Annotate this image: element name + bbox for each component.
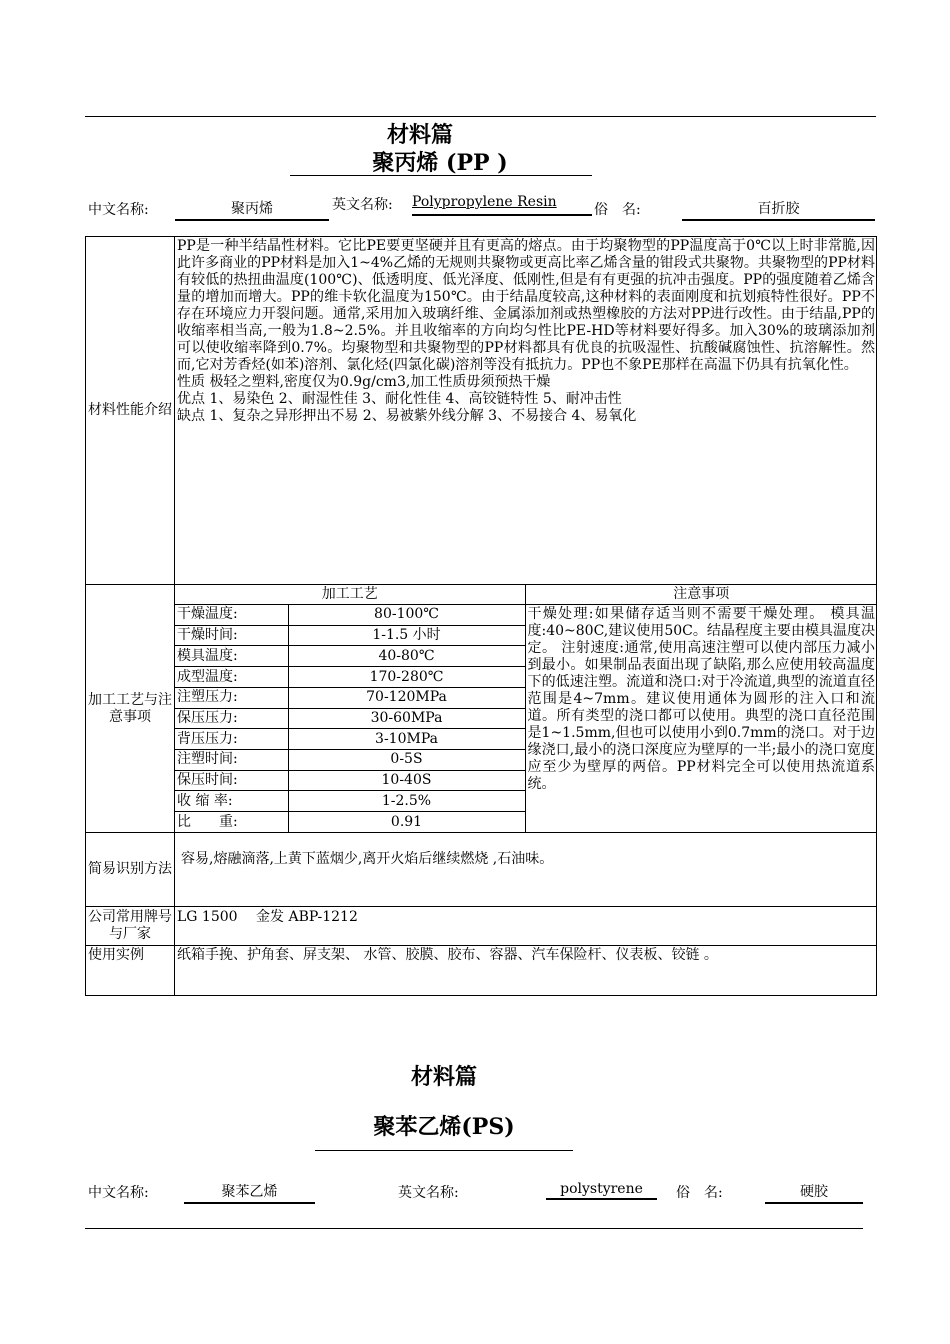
ps-cn-name-label: 中文名称: (88, 1185, 149, 1201)
usage-row (86, 946, 877, 996)
usage-cell (175, 946, 877, 996)
process-cell (175, 585, 877, 833)
ident-row (86, 833, 877, 907)
pp-common-name: 百折胶 (682, 198, 875, 221)
props-label: 材料性能介绍 (86, 237, 175, 585)
ps-common-label: 俗 名: (676, 1185, 723, 1201)
process-param-name: 成型温度: (175, 667, 288, 688)
pp-en-name: Polypropylene Resin (412, 194, 557, 210)
brand-text: LG 1500 金发 ABP-1212 (177, 909, 358, 925)
process-param-name: 模具温度: (175, 646, 288, 667)
brand-label: 公司常用牌号与厂家 (86, 907, 175, 946)
pp-cn-name: 聚丙烯 (175, 198, 329, 221)
process-label: 加工工艺与注意事项 (86, 585, 175, 833)
process-param-value: 30-60MPa (288, 708, 525, 729)
pp-en-name-label: 英文名称: (332, 197, 393, 213)
process-param-value: 1-1.5 小时 (288, 625, 525, 646)
process-param-value: 170-280℃ (288, 667, 525, 688)
process-param-row (175, 605, 877, 626)
ps-common-name: 硬胶 (765, 1181, 863, 1204)
process-param-value: 40-80℃ (288, 646, 525, 667)
process-param-name: 干燥时间: (175, 625, 288, 646)
props-disadvantages: 缺点 1、复杂之异形押出不易 2、易被紫外线分解 3、不易接合 4、易氧化 (177, 408, 637, 424)
props-row (86, 237, 877, 585)
props-advantages: 优点 1、易染色 2、耐湿性佳 3、耐化性佳 4、高铰链特性 5、耐冲击性 (177, 391, 622, 407)
process-param-name: 比 重: (175, 812, 288, 832)
process-param-name: 注塑压力: (175, 687, 288, 708)
pp-en-name-underline (412, 214, 592, 216)
usage-label: 使用实例 (86, 946, 175, 996)
process-param-value: 0-5S (288, 750, 525, 771)
process-param-value: 80-100℃ (288, 605, 525, 626)
pp-category-title: 材料篇 (386, 122, 453, 148)
process-param-name: 收 缩 率: (175, 791, 288, 812)
bottom-rule (85, 1228, 863, 1229)
ident-cell (175, 833, 877, 907)
pp-material-title: 聚丙烯 (PP ) (372, 150, 508, 176)
pp-cn-name-label: 中文名称: (88, 202, 149, 218)
pp-common-label: 俗 名: (594, 202, 641, 218)
ps-title-underline (315, 1150, 573, 1151)
notes-cell (525, 605, 877, 833)
process-param-name: 干燥温度: (175, 605, 288, 626)
ps-en-name-label: 英文名称: (398, 1185, 459, 1201)
pp-property-table (85, 236, 877, 996)
ident-label: 简易识别方法 (86, 833, 175, 907)
ps-material-title: 聚苯乙烯(PS) (373, 1114, 515, 1140)
process-param-name: 注塑时间: (175, 750, 288, 771)
top-rule (85, 116, 876, 117)
props-nature: 性质 极轻之塑料,密度仅为0.9g/cm3,加工性质毋须预热干燥 (177, 374, 551, 390)
props-text (175, 237, 876, 425)
props-cell (175, 237, 877, 585)
usage-text: 纸箱手挽、护角套、屏支架、 水管、胶膜、胶布、容器、汽车保险杆、仪表板、铰链 。 (177, 947, 718, 963)
ps-en-name: polystyrene (546, 1181, 657, 1200)
process-param-value: 3-10MPa (288, 729, 525, 750)
props-paragraph: PP是一种半结晶性材料。它比PE要更坚硬并且有更高的熔点。由于均聚物型的PP温度高于0℃以上时非常脆,因此许多商业的PP材料是加入1~4%乙烯的无规则共聚物或更高比率乙烯含量的钳段式共聚物。共聚物型的PP材料有较低的热扭曲温度(100℃)、低透明度、低光泽度、低刚性,但是有有更强的抗冲击强度。PP的强度随着乙烯含量的增加而增大。PP的维卡软化温度为150℃。由于结晶度较高,这种材料的表面刚度和抗划痕特性很好。PP不存在环境应力开裂问题。通常,采用加入玻璃纤维、金属添加剂或热塑橡胶的方法对PP进行改性。由于结晶,PP的收缩率相当高,一般为1.8~2.5%。并且收缩率的方向均匀性比PE-HD等材料要好得多。加入30%的玻璃添加剂可以使收缩率降到0.7%。均聚物型和共聚物型的PP材料都具有优良的抗吸湿性、抗酸碱腐蚀性、抗溶解性。然而,它对芳香烃(如苯)溶剂、氯化烃(四氯化碳)溶剂等没有抵抗力。PP也不象PE那样在高温下仍具有抗氧化性。 (177, 238, 875, 373)
process-table (175, 585, 877, 832)
brand-row (86, 907, 877, 946)
process-header: 加工工艺 (175, 585, 525, 605)
process-param-value: 1-2.5% (288, 791, 525, 812)
ps-cn-name: 聚苯乙烯 (184, 1181, 315, 1204)
process-param-name: 保压时间: (175, 770, 288, 791)
process-row (86, 585, 877, 833)
ps-category-title: 材料篇 (410, 1064, 477, 1090)
ident-text: 容易,熔融滴落,上黄下蓝烟少,离开火焰后继续燃烧 ,石油味。 (181, 851, 554, 867)
notes-text: 干燥处理:如果储存适当则不需要干燥处理。 模具温度:40~80C,建议使用50C。结晶程度主要由模具温度决定。 注射速度:通常,使用高速注塑可以使内部压力减小到最小。如果制品表面出现了缺陷,那么应使用较高温度下的低速注塑。流道和浇口:对于冷流道,典型的流道直径范围是4~7mm。建议使用通体为圆形的注入口和流道。所有类型的浇口都可以使用。典型的浇口直径范围是1~1.5mm,但也可以使用小到0.7mm的浇口。对于边缘浇口,最小的浇口深度应为壁厚的一半;最小的浇口宽度应至少为壁厚的两倍。PP材料完全可以使用热流道系统。 (527, 606, 875, 792)
process-param-value: 0.91 (288, 812, 525, 832)
pp-title-underline (290, 175, 592, 176)
brand-cell (175, 907, 877, 946)
process-param-name: 保压压力: (175, 708, 288, 729)
process-param-value: 10-40S (288, 770, 525, 791)
notes-header: 注意事项 (525, 585, 877, 605)
process-param-value: 70-120MPa (288, 687, 525, 708)
process-param-name: 背压压力: (175, 729, 288, 750)
